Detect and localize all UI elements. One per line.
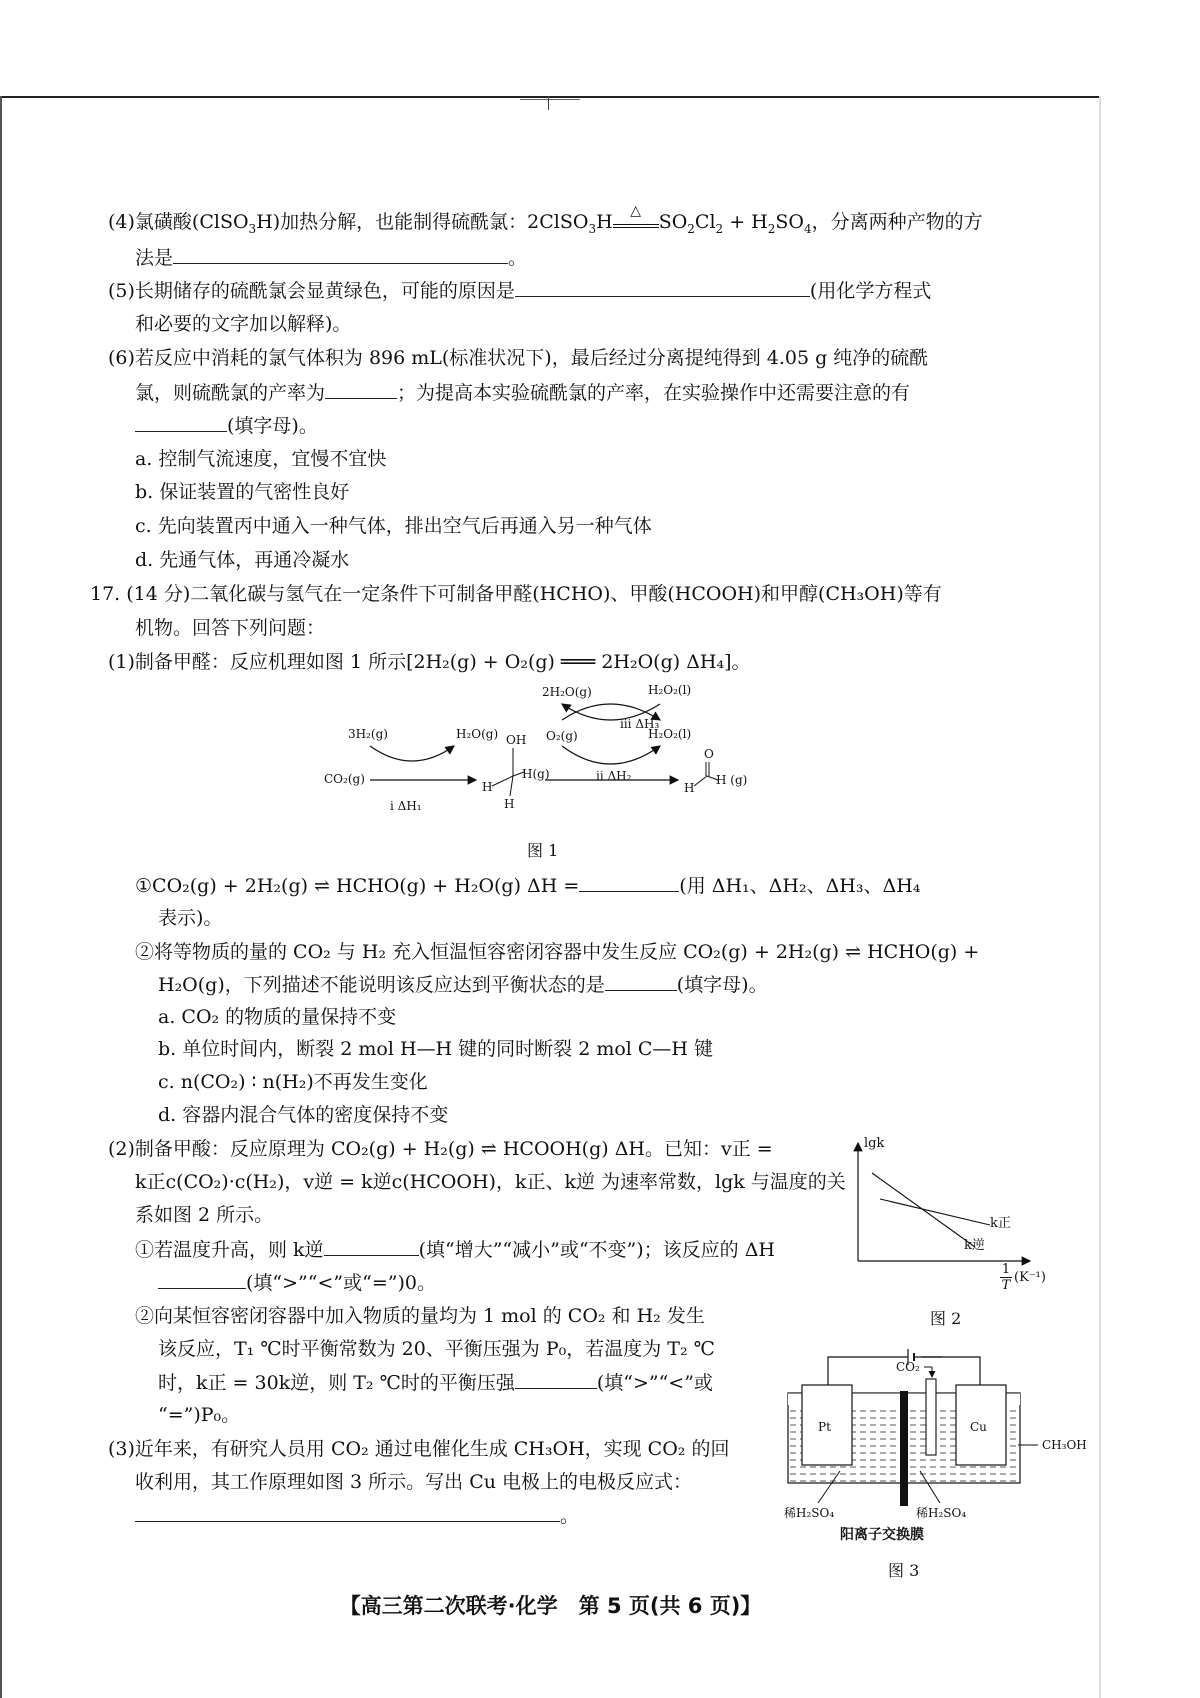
text: SO <box>658 211 688 233</box>
q16-part6-line3 <box>135 413 318 438</box>
text: (填“>”“<”或“=”)0。 <box>246 1272 436 1294</box>
answer-blank[interactable] <box>135 413 227 432</box>
text: (填“增大”“减小”或“不变”)；该反应的 ΔH <box>418 1239 775 1261</box>
fig1-o2: O₂(g) <box>546 729 578 743</box>
text: H <box>596 211 613 233</box>
q17-part2-line2: k正c(CO₂)·c(H₂)，v逆 = k逆c(HCOOH)，k正、k逆 为速率常数，lgk 与温度的关 <box>135 1171 846 1193</box>
q16-option-d: d. 先通气体，再通冷凝水 <box>135 549 350 571</box>
fig2-k-zheng: k正 <box>990 1216 1011 1231</box>
text: 。 <box>508 247 528 269</box>
text: (用化学方程式 <box>809 280 932 302</box>
fig2-ylabel: lgk <box>864 1136 885 1151</box>
fig3-h2so4-left: 稀H₂SO₄ <box>784 1506 835 1520</box>
text: (4)氯磺酸(ClSO <box>108 211 249 233</box>
q16-part4-line2 <box>135 245 527 270</box>
text: ①CO₂(g) + 2H₂(g) ⇌ HCHO(g) + H₂O(g) ΔH = <box>135 875 580 897</box>
figure-1-caption: 图 1 <box>527 841 559 860</box>
text: ①若温度升高，则 k逆 <box>135 1239 324 1261</box>
figure-2-xlabel <box>1000 1262 1046 1293</box>
q17-1-sub2-option-b: b. 单位时间内，断裂 2 mol H—H 键的同时断裂 2 mol C—H 键 <box>158 1038 714 1060</box>
fig1-step2: ⅱ ΔH₂ <box>596 769 632 783</box>
q16-part6-line1: (6)若反应中消耗的氯气体积为 896 mL(标准状况下)，最后经过分离提纯得到 4.05 g 纯净的硫酰 <box>108 347 929 369</box>
q17-part2-line3: 系如图 2 所示。 <box>135 1204 274 1226</box>
q17-1-sub1-line1 <box>135 873 920 898</box>
text: (用 ΔH₁、ΔH₂、ΔH₃、ΔH₄ <box>679 875 921 897</box>
answer-blank[interactable] <box>173 245 508 264</box>
q16-option-c: c. 先向装置丙中通入一种气体，排出空气后再通入另一种气体 <box>135 515 652 537</box>
top-mark <box>520 99 580 100</box>
q17-1-sub2-option-c: c. n(CO₂) ∶ n(H₂)不再发生变化 <box>158 1071 428 1093</box>
q17-2-sub2-line4: “=”)P₀。 <box>158 1404 241 1426</box>
q16-part5-line2: 和必要的文字加以解释)。 <box>135 313 352 335</box>
q17-part2-line1: (2)制备甲酸：反应原理为 CO₂(g) + H₂(g) ⇌ HCOOH(g) ΔH。已知：v正 = <box>108 1138 773 1160</box>
text: H₂O(g)，下列描述不能说明该反应达到平衡状态的是 <box>158 974 605 996</box>
text: Cl <box>694 211 716 233</box>
answer-blank[interactable] <box>135 1503 560 1522</box>
q17-part3-line2: 收利用，其工作原理如图 3 所示。写出 Cu 电极上的电极反应式： <box>135 1471 693 1493</box>
figure-3-electrolysis <box>780 1345 1090 1530</box>
fig3-h2so4-right: 稀H₂SO₄ <box>916 1506 967 1520</box>
fig1-2h2o: 2H₂O(g) <box>542 685 592 699</box>
text: 时，k正 = 30k逆，则 T₂ ℃时的平衡压强 <box>158 1372 515 1394</box>
text: ，分离两种产物的方 <box>811 211 983 233</box>
figure-3-membrane-label: 阳离子交换膜 <box>840 1527 924 1543</box>
fig3-co2: CO₂ <box>896 1360 920 1374</box>
fig1-h-left: H <box>482 780 493 794</box>
answer-blank[interactable] <box>515 278 810 297</box>
q16-part4-line1: (4)氯磺酸(ClSO$_3$H)加热分解，也能制得硫酰氯：2ClSO$_3$H △ $SO_2Cl_2 + H_2SO_4$，分离两种产物的方 <box>108 210 983 234</box>
xlabel-unit: (K⁻¹) <box>1014 1270 1046 1285</box>
k-zheng-line <box>880 1199 990 1225</box>
fig3-pt: Pt <box>818 1420 831 1434</box>
q17-part3-line3 <box>135 1503 579 1528</box>
figure-1-mechanism <box>300 680 800 840</box>
fig1-h2o2: H₂O₂(l) <box>648 727 692 741</box>
q17-heading-line1: 17. (14 分)二氧化碳与氢气在一定条件下可制备甲醛(HCHO)、甲酸(HCOOH)和甲醇(CH₃OH)等有 <box>90 583 942 605</box>
text: (填字母)。 <box>227 415 318 437</box>
fig1-co2: CO₂(g) <box>324 772 365 786</box>
page-frame-left <box>0 96 2 1698</box>
q16-option-a: a. 控制气流速度，宜慢不宜快 <box>135 448 387 470</box>
q16-part5-line1 <box>108 278 931 303</box>
k-ni-line <box>872 1173 975 1247</box>
figure-2-caption: 图 2 <box>930 1309 962 1328</box>
fig1-step3: ⅲ ΔH₃ <box>620 717 660 731</box>
answer-blank[interactable] <box>515 1370 597 1389</box>
q17-2-sub2-line1: ②向某恒容密闭容器中加入物质的量均为 1 mol 的 CO₂ 和 H₂ 发生 <box>135 1305 705 1327</box>
page-footer: 【高三第二次联考·化学 第 5 页(共 6 页)】 <box>339 1594 762 1618</box>
q17-2-sub2-line3 <box>158 1370 713 1395</box>
fig1-step1: ⅰ ΔH₁ <box>390 799 422 813</box>
q17-2-sub2-line2: 该反应，T₁ ℃时平衡常数为 20、平衡压强为 P₀，若温度为 T₂ ℃ <box>158 1338 715 1360</box>
text: 法是 <box>135 247 174 269</box>
text: + H <box>723 211 768 233</box>
answer-blank[interactable] <box>605 972 677 991</box>
fig3-cu: Cu <box>970 1420 987 1434</box>
xlabel-numerator: 1 <box>1001 1262 1011 1277</box>
text: SO <box>775 211 804 233</box>
heat-equals-sign <box>613 203 659 228</box>
answer-blank[interactable] <box>579 873 679 892</box>
fig1-oh: OH <box>506 733 527 747</box>
answer-blank[interactable] <box>324 1237 419 1256</box>
fig2-k-ni: k逆 <box>964 1238 985 1253</box>
q17-part3-line1: (3)近年来，有研究人员用 CO₂ 通过电催化生成 CH₃OH，实现 CO₂ 的回 <box>108 1438 730 1460</box>
fig3-ch3oh: CH₃OH <box>1042 1438 1087 1452</box>
top-mark-tick <box>548 96 549 110</box>
fig1-3h2: 3H₂(g) <box>348 727 388 741</box>
heat-symbol: △ <box>630 203 642 219</box>
answer-blank[interactable] <box>158 1270 246 1289</box>
xlabel-denominator: T <box>1001 1278 1011 1293</box>
text: (5)长期储存的硫酰氯会显黄绿色，可能的原因是 <box>108 280 515 302</box>
page-frame-top <box>0 96 1101 98</box>
q17-2-sub1-line1 <box>135 1237 775 1262</box>
q17-1-sub2-line1: ②将等物质的量的 CO₂ 与 H₂ 充入恒温恒容密闭容器中发生反应 CO₂(g) + 2H₂(g) ⇌ HCHO(g) + <box>135 941 980 963</box>
q16-option-b: b. 保证装置的气密性良好 <box>135 481 350 503</box>
fig1-h-bottom: H <box>504 797 515 811</box>
q17-part1-line: (1)制备甲醛：反应机理如图 1 所示[2H₂(g) + O₂(g) ═══ 2H₂O(g) ΔH₄]。 <box>108 651 751 673</box>
q17-1-sub2-line2 <box>158 972 768 997</box>
q17-heading-line2: 机物。回答下列问题： <box>135 617 326 639</box>
answer-blank[interactable] <box>325 380 397 399</box>
fig1-o: O <box>704 747 714 761</box>
text: (填“>”“<”或 <box>596 1372 713 1394</box>
q17-1-sub1-line2: 表示)。 <box>158 907 223 929</box>
fig1-h-right: H(g) <box>522 767 550 781</box>
figure-3-caption: 图 3 <box>888 1561 920 1580</box>
text: ；为提高本实验硫酰氯的产率，在实验操作中还需要注意的有 <box>397 382 911 404</box>
fig1-h2o2-top: H₂O₂(l) <box>648 683 692 697</box>
fig1-fh: H <box>684 781 695 795</box>
fig1-fhg: H (g) <box>716 773 748 787</box>
q16-part6-line2 <box>135 380 910 405</box>
fig1-h2o: H₂O(g) <box>456 727 499 741</box>
q17-2-sub1-line2 <box>158 1270 436 1295</box>
text: (填字母)。 <box>676 974 768 996</box>
q17-1-sub2-option-d: d. 容器内混合气体的密度保持不变 <box>158 1104 449 1126</box>
q17-1-sub2-option-a: a. CO₂ 的物质的量保持不变 <box>158 1006 397 1028</box>
page-frame-right <box>1099 96 1101 1698</box>
text: 氯，则硫酰氯的产率为 <box>135 382 326 404</box>
text: H)加热分解，也能制得硫酰氯：2ClSO <box>256 211 589 233</box>
text: 。 <box>560 1505 580 1527</box>
